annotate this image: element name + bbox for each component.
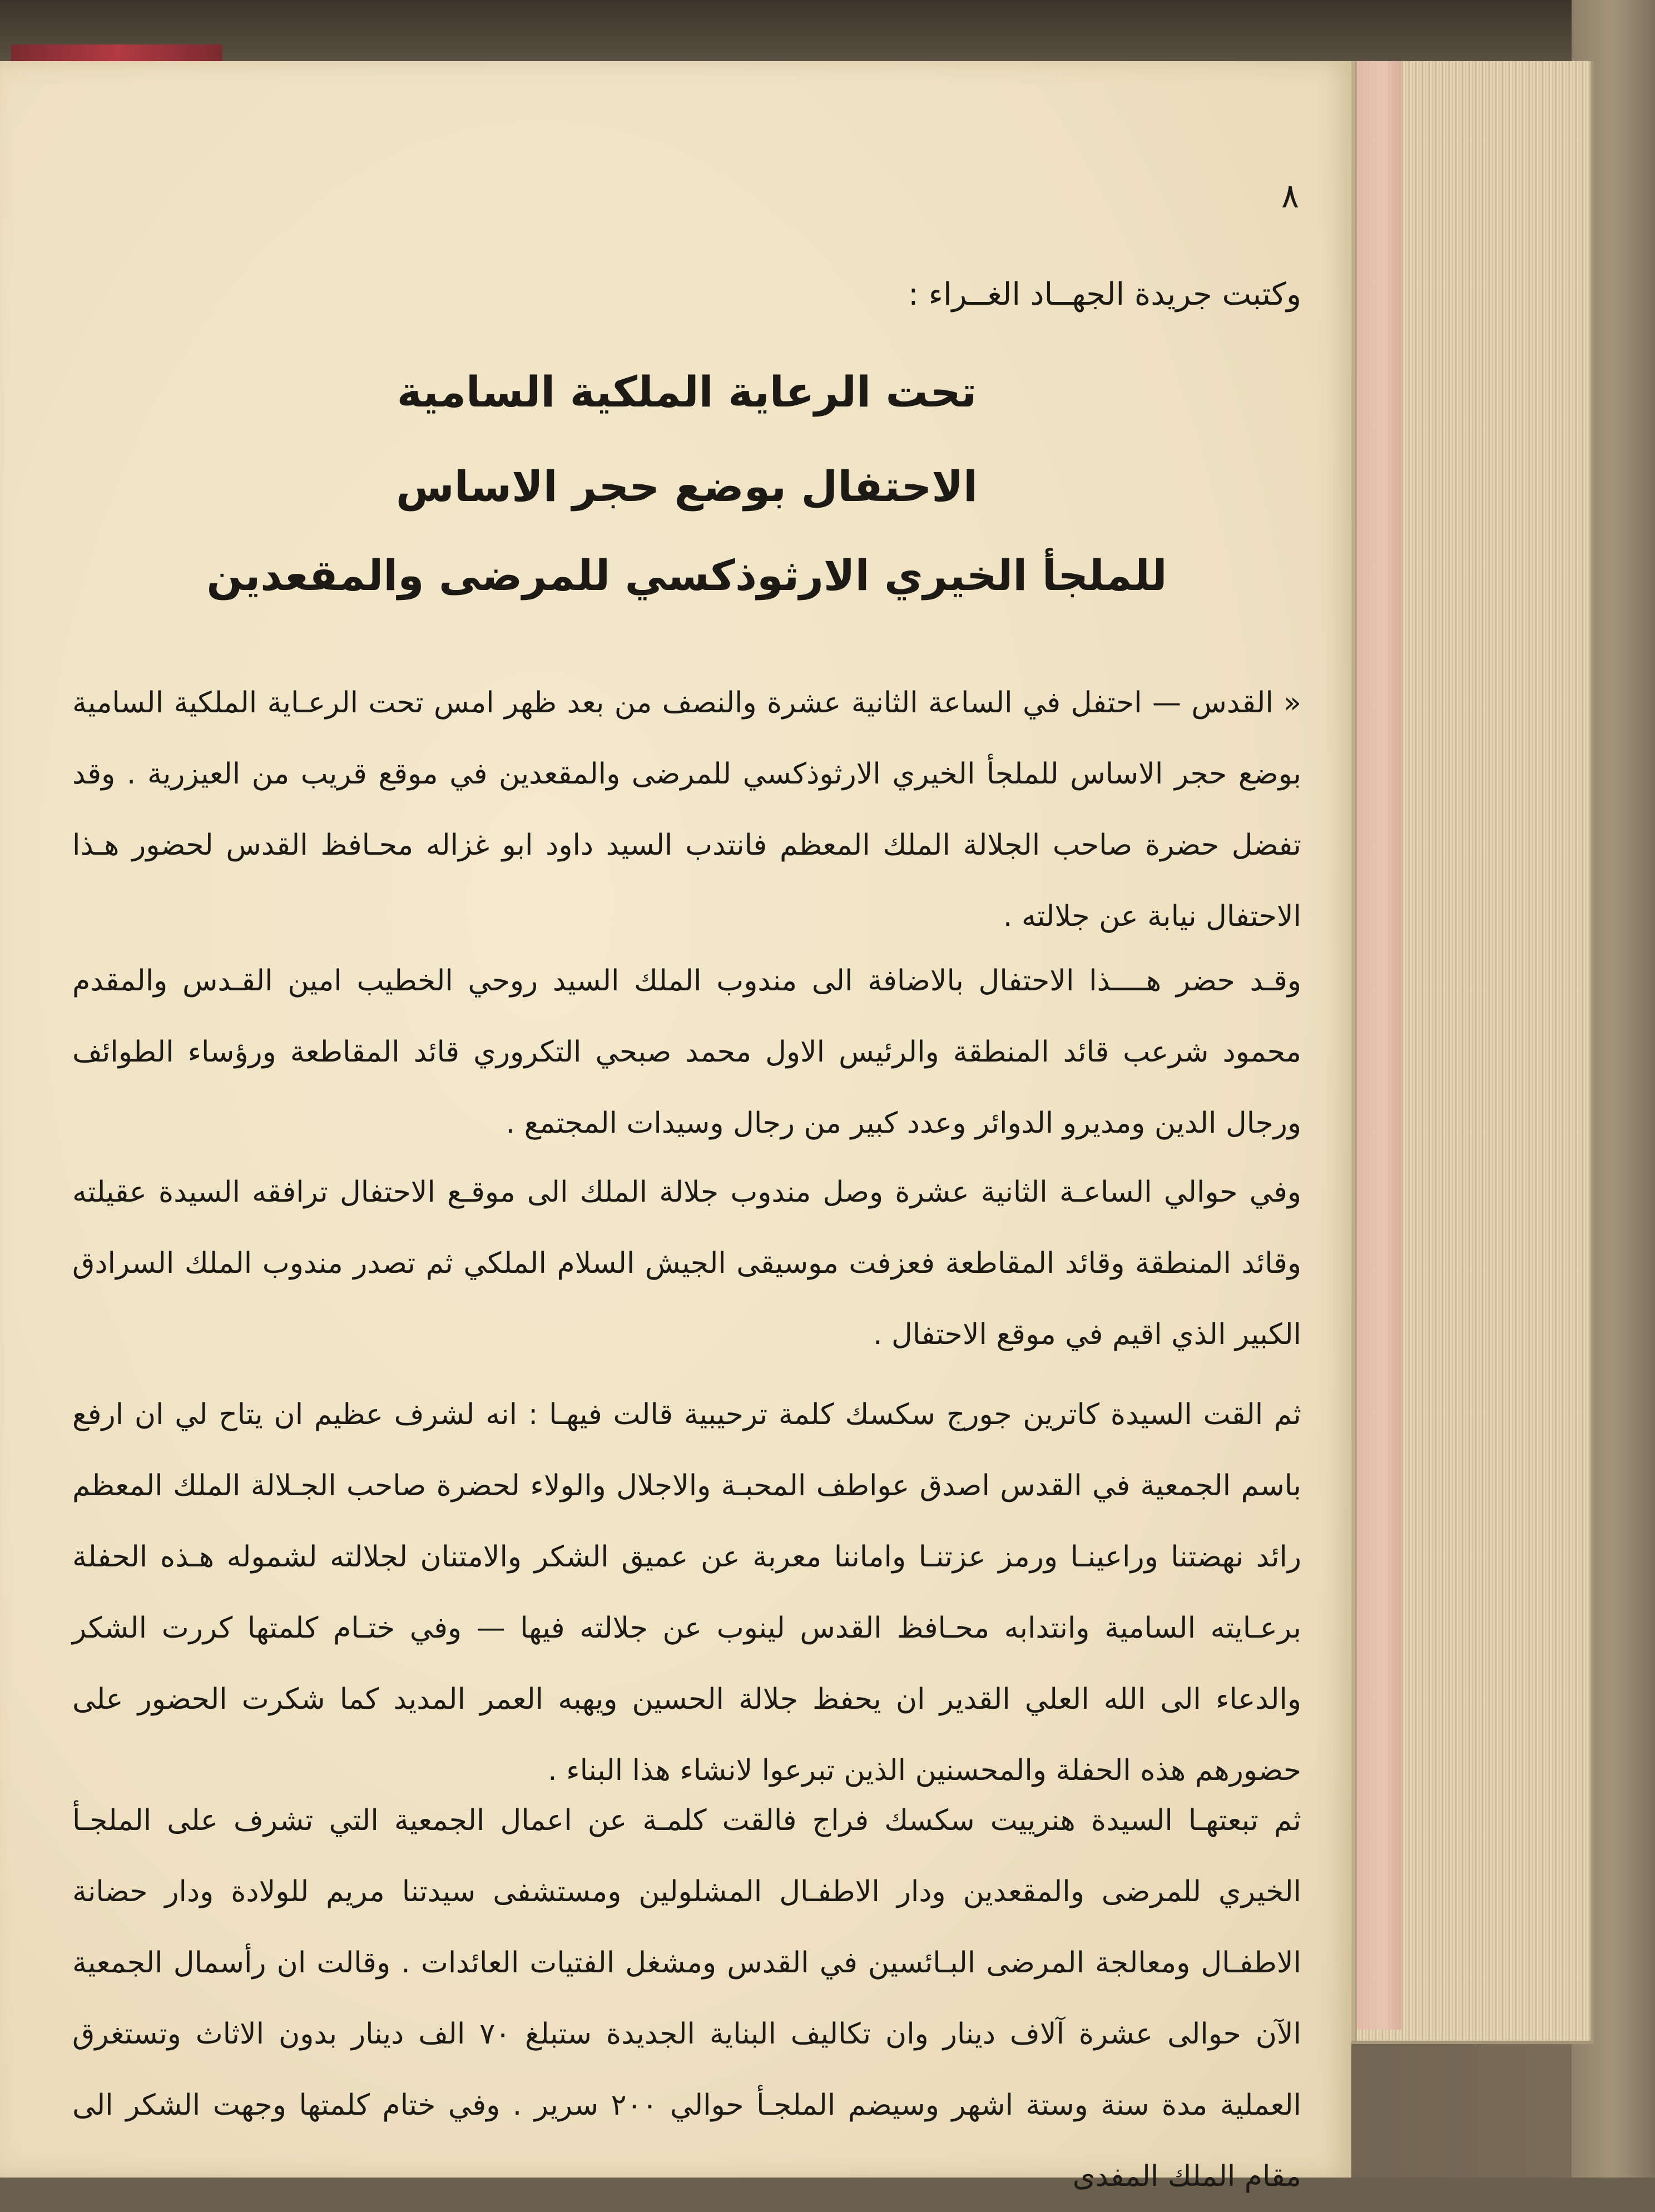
page-stack-tinted-edge [1357, 61, 1401, 2030]
headline-2: الاحتفال بوضع حجر الاساس [395, 462, 978, 511]
paragraph-1: « القدس — احتفل في الساعة الثانية عشرة والنصف من بعد ظهر امس تحت الرعـاية الملكية السامية بوضع حجر الاساس للملجأ الخيري الارثوذكسي للمرضى والمقعدين في موقع قريب من العيزرية . وقد تفضل حضرة صاحب الجلالة الملك المعظم فانتدب السيد داود ابو غزاله محـافظ القدس لحضور هـذا الاحتفال نيابة عن جلالته . [72, 686, 1301, 933]
paragraph-2: وقـد حضر هــــذا الاحتفال بالاضافة الى مندوب الملك السيد روحي الخطيب امين القـدس والمقدم محمود شرعب قائد المنطقة والرئيس الاول محمد صبحي التكروري قائد المقاطعة ورؤساء الطوائف ورجال الدين ومديرو الدوائر وعدد كبير من رجال وسيدات المجتمع . [72, 964, 1301, 1140]
paragraph-5: ثم تبعتهـا السيدة هنرييت سكسك فراج فالقت كلمـة عن اعمال الجمعية التي تشرف على الملجـأ الخيري للمرضى والمقعدين ودار الاطفـال المشلولين ومستشفى سيدتنا مريم للولادة ودار حضانة الاطفـال ومعالجة المرضى البـائسين في القدس ومشغل الفتيات العائدات . وقالت ان رأسمال الجمعية الآن حوالى عشرة آلاف دينار وان تكاليف البناية الجديدة ستبلغ ٧٠ الف دينار بدون الاثاث وتستغرق العملية مدة سنة وستة اشهر وسيضم الملجـأ حوالي ٢٠٠ سرير . وفي ختام كلمتها وجهت الشكر الى مقام الملك المفدى [72, 1804, 1301, 2193]
headline-3: للملجأ الخيري الارثوذكسي للمرضى والمقعدين [206, 550, 1167, 600]
intro-line: وكتبت جريدة الجهــاد الغــراء : [908, 276, 1301, 313]
book-binding-top [0, 0, 1655, 61]
headline-1: تحت الرعاية الملكية السامية [397, 367, 977, 416]
paragraph-4: ثم القت السيدة كاترين جورج سكسك كلمة ترحيبية قالت فيهـا : انه لشرف عظيم ان يتاح لي ان ارفع باسم الجمعية في القدس اصدق عواطف المحبـة والاجلال والولاء لحضرة صاحب الجـلالة الملك المعظم رائد نهضتنا وراعينـا ورمز عزتنـا واماننا معربة عن عميق الشكر والامتنان لجلالته لشموله هـذه الحفلة برعـايته السامية وانتدابه محـافظ القدس لينوب عن جلالته فيها — وفي ختـام كلمتها كررت الشكر والدعاء الى الله العلي القدير ان يحفظ جلالة الحسين ويهبه العمر المديد كما شكرت الحضور على حضورهم هذه الحفلة والمحسنين الذين تبرعوا لانشاء هذا البناء . [72, 1398, 1301, 1787]
page-number: ٨ [1281, 177, 1300, 216]
paragraph-3: وفي حوالي الساعـة الثانية عشرة وصل مندوب جلالة الملك الى موقـع الاحتفال ترافقه السيدة عقيلته وقائد المنطقة وقائد المقاطعة فعزفت موسيقى الجيش السلام الملكي ثم تصدر مندوب الملك السرادق الكبير الذي اقيم في موقع الاحتفال . [72, 1176, 1301, 1351]
